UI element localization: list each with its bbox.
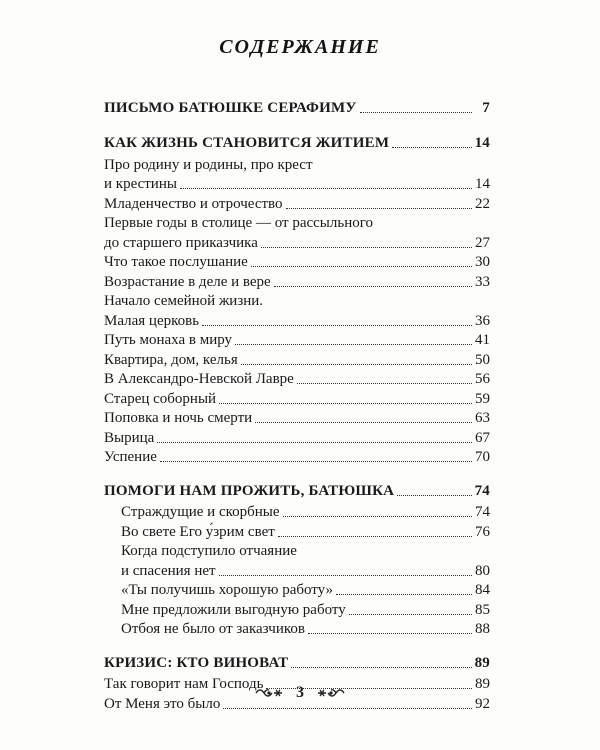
toc-section-entry[interactable]: [104, 134, 490, 154]
toc-entry-title: и спасения нет: [121, 562, 216, 579]
dot-leader: [397, 494, 472, 496]
toc-entry-title: Когда подступило отчаяние: [121, 543, 297, 559]
toc-entry[interactable]: [104, 561, 490, 581]
toc-entry[interactable]: [104, 581, 490, 601]
dot-leader: [278, 535, 472, 537]
toc-entry-page: 14: [474, 135, 490, 151]
toc-entry[interactable]: [104, 620, 490, 640]
toc-entry[interactable]: [104, 311, 490, 331]
toc-entry[interactable]: [104, 522, 490, 542]
toc-entry[interactable]: [104, 292, 490, 312]
toc-entry[interactable]: [104, 233, 490, 253]
toc-entry-title: Про родину и родины, про крест: [104, 156, 313, 173]
dot-leader: [283, 515, 472, 517]
toc-entry-title: и крестины: [104, 176, 177, 192]
dot-leader: [360, 111, 472, 113]
toc-entry-title: Вырица: [104, 429, 155, 446]
toc-entry-title: Мне предложили выгодную работу: [121, 601, 346, 618]
toc-entry-title: Страждущие и скорбные: [121, 504, 280, 520]
toc-entry-page: 84: [475, 582, 490, 598]
toc-entry-title: КАК ЖИЗНЬ СТАНОВИТСЯ ЖИТИЕМ: [104, 135, 390, 151]
right-ornament-icon: [316, 686, 346, 700]
toc-entry-page: 41: [475, 332, 490, 348]
section-gap: [104, 639, 490, 653]
toc-entry-title: Младенчество и отрочество: [104, 195, 283, 212]
toc-entry-page: 30: [475, 254, 490, 270]
page-title: СОДЕРЖАНИЕ: [219, 36, 381, 58]
dot-leader: [291, 666, 472, 668]
toc-entry[interactable]: [104, 194, 490, 214]
toc-entry-page: 85: [475, 601, 490, 618]
toc-entry-page: 63: [475, 410, 490, 426]
toc-entry-page: 70: [475, 449, 490, 465]
dot-leader: [349, 613, 472, 615]
toc-entry[interactable]: [104, 409, 490, 429]
dot-leader: [219, 402, 472, 404]
dot-leader: [223, 707, 472, 709]
dot-leader: [241, 363, 472, 365]
dot-leader: [297, 382, 472, 384]
dot-leader: [219, 574, 472, 576]
toc-entry[interactable]: [104, 272, 490, 292]
toc-entry-page: 50: [475, 351, 490, 368]
toc-entry-page: 36: [475, 312, 490, 329]
toc-entry-title: Старец соборный: [104, 390, 217, 407]
toc-entry-page: 80: [475, 562, 490, 579]
left-ornament-icon: [254, 686, 284, 700]
dot-leader: [261, 246, 472, 248]
toc-entry[interactable]: [104, 503, 490, 523]
toc-entry-title: «Ты получишь хорошую работу»: [121, 582, 334, 598]
dot-leader: [336, 593, 472, 595]
toc-entry-page: 88: [475, 621, 490, 637]
page-number: 3: [296, 684, 304, 702]
dot-leader: [157, 441, 472, 443]
toc-entry-title: Успение: [104, 449, 157, 465]
toc-entry-title: Отбоя не было от заказчиков: [121, 621, 305, 637]
toc-entry[interactable]: [104, 389, 490, 409]
dot-leader: [255, 421, 472, 423]
toc-entry-page: 89: [475, 676, 490, 692]
dot-leader: [286, 207, 472, 209]
dot-leader: [235, 343, 472, 345]
toc-entry-page: 76: [475, 523, 490, 540]
toc-entry-page: 67: [475, 429, 490, 446]
toc-entry[interactable]: [104, 370, 490, 390]
dot-leader: [308, 632, 472, 634]
toc-entry-title: Первые годы в столице — от рассыльного: [104, 215, 374, 231]
toc-entry-title: ПОМОГИ НАМ ПРОЖИТЬ, БАТЮШКА: [104, 482, 395, 499]
toc-entry-page: 33: [475, 273, 490, 290]
toc-entry-title: Возрастание в деле и вере: [104, 273, 271, 290]
toc-entry-page: 92: [475, 695, 490, 712]
toc-entry-title: В Александро-Невской Лавре: [104, 371, 294, 387]
page-footer: [0, 684, 600, 702]
toc-entry-page: 56: [475, 371, 490, 387]
toc-entry[interactable]: [104, 155, 490, 175]
toc-entry-title: Что такое послушание: [104, 254, 248, 270]
toc-entry[interactable]: [104, 175, 490, 195]
toc-entry-title: Путь монаха в миру: [104, 332, 233, 348]
dot-leader: [251, 265, 472, 267]
toc-entry[interactable]: [104, 542, 490, 562]
toc-entry-title: Малая церковь: [104, 312, 200, 329]
toc-entry-title: Поповка и ночь смерти: [104, 410, 253, 426]
section-gap: [104, 120, 490, 134]
toc-entry-page: 59: [475, 390, 490, 407]
toc-entry-title: Так говорит нам Господь: [104, 676, 264, 692]
toc-entry-title: до старшего приказчика: [104, 234, 258, 251]
toc-entry-title: Во свете Его у́зрим свет: [121, 523, 275, 540]
toc-entry[interactable]: [104, 350, 490, 370]
toc-entry[interactable]: [104, 600, 490, 620]
toc-entry-page: 74: [475, 504, 490, 520]
toc-entry-page: 22: [475, 195, 490, 212]
table-of-contents: [104, 98, 490, 714]
section-gap: [104, 467, 490, 481]
toc-entry[interactable]: [104, 253, 490, 273]
toc-entry-title: От Меня это было: [104, 695, 221, 712]
dot-leader: [180, 187, 472, 189]
dot-leader: [392, 146, 472, 148]
toc-section-entry[interactable]: [104, 98, 490, 118]
dot-leader: [274, 285, 472, 287]
toc-entry-title: Квартира, дом, келья: [104, 351, 238, 368]
toc-entry-page: 27: [475, 234, 490, 251]
dot-leader: [202, 324, 472, 326]
toc-entry-page: 74: [474, 482, 490, 499]
toc-entry-page: 89: [474, 654, 490, 671]
toc-section-entry[interactable]: [104, 653, 490, 673]
toc-entry-title: Начало семейной жизни.: [104, 293, 264, 309]
toc-entry[interactable]: [104, 448, 490, 468]
toc-entry[interactable]: [104, 331, 490, 351]
toc-entry[interactable]: [104, 428, 490, 448]
dot-leader: [160, 460, 472, 462]
toc-entry-title: КРИЗИС: КТО ВИНОВАТ: [104, 654, 289, 671]
toc-entry-title: ПИСЬМО БАТЮШКЕ СЕРАФИМУ: [104, 99, 357, 116]
toc-section-entry[interactable]: [104, 481, 490, 501]
toc-entry[interactable]: [104, 214, 490, 234]
toc-entry-page: 14: [475, 176, 490, 192]
toc-entry-page: 7: [482, 99, 490, 116]
